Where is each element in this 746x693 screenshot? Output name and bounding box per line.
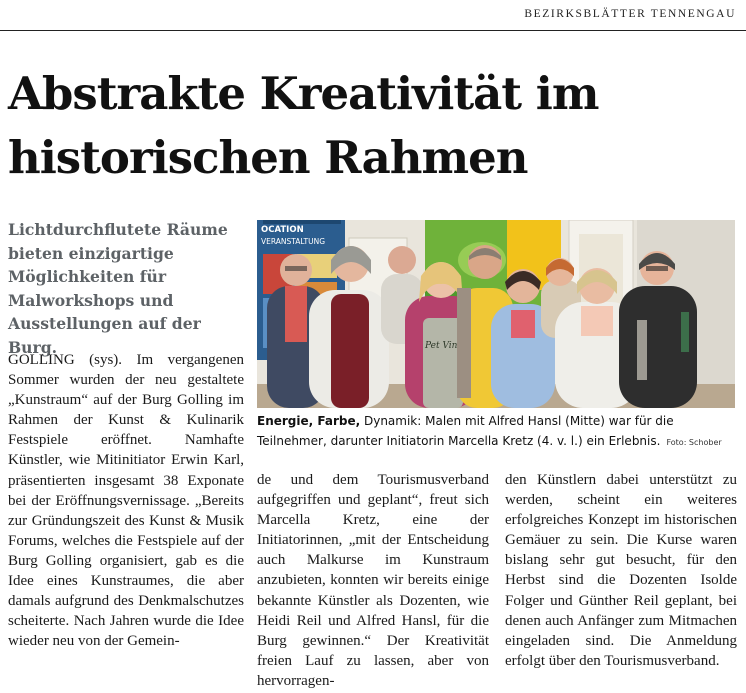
- headline-line-2: historischen Rahmen: [8, 131, 528, 184]
- masthead: [0, 0, 746, 31]
- photo-caption: [257, 411, 737, 453]
- article-column-2: de und dem Tourismusverband aufgegriffen und geplant“, freut sich Marcella Kretz, eine der Initiatorinnen, „mit der Entscheidung auch Malkurse im Kunstraum anzubieten, konnten wir bereits einige bekannte Künstler als Dozenten, wie Heidi Reil und Alfred Hansl, für die Burg gewinnen.“ Der Kreativität freien Lauf zu lassen, aber von hervorragen-: [257, 472, 489, 689]
- sign-text-1: OCATION: [261, 225, 304, 235]
- group-photo-illustration: [257, 220, 735, 408]
- article-photo: [257, 220, 735, 408]
- headline-line-1: Abstrakte Kreativität im: [8, 67, 599, 120]
- article-column-3: den Künstlern dabei unterstützt zu werden, scheint ein weiteres erfolgreiches Konzept im historischen Gemäuer zu sein. Die Kurse waren bislang sehr gut besucht, für den Herbst sind die Dozenten Isolde Folger und Günther Reil geplant, bei denen auch Anfänger zum Mitmachen eingeladen sind. Die Anmeldung erfolgt über den Tourismusverband.: [505, 472, 737, 669]
- photo-credit: Foto: Schober: [666, 438, 722, 447]
- caption-text: Dynamik: Malen mit Alfred Hansl (Mitte) war für die Teilnehmer, darunter Initiatorin Marcella Kretz (4. v. l.) ein Erlebnis.: [257, 414, 674, 448]
- article-headline: [8, 62, 738, 190]
- article-lead: Lichtdurchflutete Räume bieten einzigartige Möglichkeiten für Malworkshops und Ausstellungen auf der Burg.: [8, 220, 228, 357]
- sign-text-2: VERANSTALTUNG: [261, 237, 326, 246]
- article-column-1: GOLLING (sys). Im vergangenen Sommer wurden der neu gestaltete „Kunstraum“ auf der Burg Golling im Rahmen der Kunst & Kulinarik Festspiele eröffnet. Namhafte Künstler, wie Mitinitiator Erwin Karl, präsentierten insgesamt 38 Exponate bei der Eröffnungsvernissage. „Bereits zur Gründungszeit des Kunst & Musik Forums, welches die Festspiele auf der Burg Golling organisiert, gab es die Idee eines Kunstraumes, die aber damals aufgrund des Denkmalschutzes scheiterte. Nach Jahren wurde die Idee wieder neu von der Gemein-: [8, 352, 244, 650]
- apron-text: Pet Vin: [425, 341, 458, 351]
- caption-bold: Energie, Farbe,: [257, 414, 361, 428]
- publication-name: BEZIRKSBLÄTTER TENNENGAU: [524, 8, 736, 20]
